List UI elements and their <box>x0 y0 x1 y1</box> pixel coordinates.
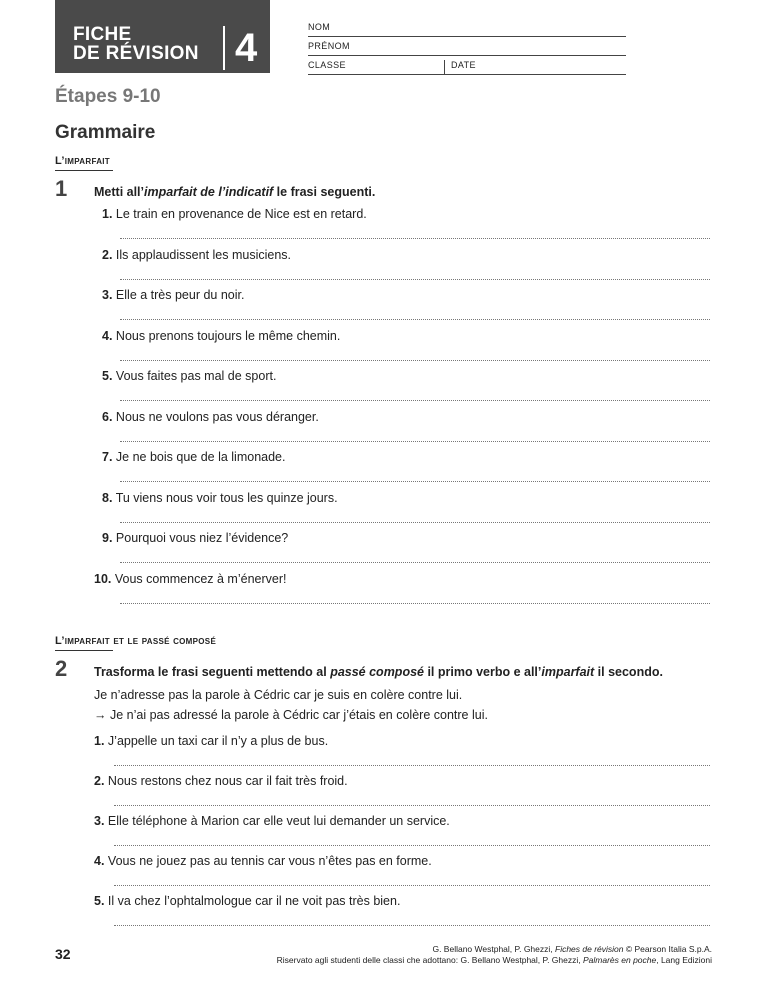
item-number: 5. <box>102 369 113 383</box>
item-text: Je ne bois que de la limonade. <box>115 450 286 464</box>
footer-line2 <box>277 955 712 966</box>
classe-label: CLASSE <box>308 60 346 70</box>
example-line1: Je n’adresse pas la parole à Cédric car je suis en colère contre lui. <box>94 688 463 702</box>
item-text: Elle a très peur du noir. <box>115 288 245 302</box>
answer-line[interactable] <box>114 885 710 886</box>
footer-credits <box>277 944 712 966</box>
footer-line1 <box>277 944 712 955</box>
answer-line[interactable] <box>120 522 710 523</box>
answer-line[interactable] <box>114 765 710 766</box>
section-title-imparfait <box>55 155 113 171</box>
exercise1-item <box>102 248 291 262</box>
prenom-label: PRÉNOM <box>308 41 350 51</box>
instr2-pre: Trasforma le frasi seguenti mettendo al <box>94 665 331 679</box>
item-text: Elle téléphone à Marion car elle veut lui demander un service. <box>107 814 450 828</box>
item-text: Le train en provenance de Nice est en retard. <box>115 207 367 221</box>
example-line2: → Je n’ai pas adressé la parole à Cédric car j’étais en colère contre lui. <box>94 708 488 722</box>
section-rule <box>55 650 113 651</box>
answer-line[interactable] <box>120 279 710 280</box>
instr1-pre: Metti all’ <box>94 185 145 199</box>
footer-line1-post: © Pearson Italia S.p.A. <box>623 944 712 954</box>
section1-title-text: L’imparfait <box>55 155 110 167</box>
classe-field[interactable] <box>308 56 626 75</box>
answer-line[interactable] <box>114 925 710 926</box>
instr2-post: il secondo. <box>594 665 663 679</box>
nom-label: NOM <box>308 22 331 32</box>
item-number: 5. <box>94 894 105 908</box>
answer-line[interactable] <box>120 238 710 239</box>
item-number: 4. <box>94 854 105 868</box>
answer-line[interactable] <box>120 400 710 401</box>
exercise2-instruction <box>94 665 663 679</box>
section2-title-text: L’imparfait et le passé composé <box>55 635 217 647</box>
fiche-title-line2: DE RÉVISION <box>73 43 199 64</box>
instr1-em: imparfait de l’indicatif <box>144 185 274 199</box>
item-number: 10. <box>94 571 112 586</box>
section-rule <box>55 170 113 171</box>
exercise1-item <box>102 329 340 343</box>
item-number: 1. <box>102 207 113 221</box>
exercise2-item <box>94 814 450 828</box>
instr1-post: le frasi seguenti. <box>273 185 376 199</box>
fiche-header-box <box>55 0 270 73</box>
item-number: 3. <box>102 288 113 302</box>
section-title-imparfait-passe <box>55 635 255 651</box>
item-text: Pourquoi vous niez l’évidence? <box>115 531 289 545</box>
exercise2-item <box>94 734 328 748</box>
exercise1-item <box>102 491 338 505</box>
answer-line[interactable] <box>120 360 710 361</box>
nom-field[interactable] <box>308 18 626 37</box>
item-text: Nous restons chez nous car il fait très froid. <box>107 774 348 788</box>
item-text: Tu viens nous voir tous les quinze jours. <box>115 490 338 505</box>
item-number: 7. <box>102 450 113 464</box>
exercise1-item <box>94 572 286 586</box>
answer-line[interactable] <box>120 481 710 482</box>
item-text: Vous commencez à m’énerver! <box>114 571 287 586</box>
instr2-em2: imparfait <box>541 665 595 679</box>
footer-line2-post: , Lang Edizioni <box>656 955 712 965</box>
item-number: 3. <box>94 814 105 828</box>
item-text: J’appelle un taxi car il n’y a plus de bus. <box>107 734 329 748</box>
item-text: Il va chez l’ophtalmologue car il ne voit pas très bien. <box>107 894 401 908</box>
date-field[interactable] <box>444 60 476 75</box>
item-number: 2. <box>94 774 105 788</box>
exercise-number-2: 2 <box>55 656 68 681</box>
answer-line[interactable] <box>114 805 710 806</box>
exercise2-example <box>94 685 488 725</box>
item-number: 6. <box>102 409 113 424</box>
grammaire-heading: Grammaire <box>55 122 156 143</box>
answer-line[interactable] <box>120 603 710 604</box>
fiche-number: 4 <box>223 26 263 70</box>
item-number: 4. <box>102 328 113 343</box>
answer-line[interactable] <box>114 845 710 846</box>
exercise1-item <box>102 410 319 424</box>
exercise1-instruction <box>94 185 375 199</box>
date-label: DATE <box>451 60 476 70</box>
fiche-title <box>73 25 199 63</box>
prenom-field[interactable] <box>308 37 626 56</box>
exercise1-item <box>102 288 244 302</box>
item-text: Vous ne jouez pas au tennis car vous n’êtes pas en forme. <box>107 854 432 868</box>
instr2-mid: il primo verbo e all’ <box>423 665 542 679</box>
footer-line1-pre: G. Bellano Westphal, P. Ghezzi, <box>432 944 555 954</box>
answer-line[interactable] <box>120 319 710 320</box>
item-text: Nous ne voulons pas vous déranger. <box>115 409 319 424</box>
page-number: 32 <box>55 946 71 962</box>
item-text: Vous faites pas mal de sport. <box>115 369 277 383</box>
exercise-number-1: 1 <box>55 176 68 201</box>
etapes-heading: Étapes 9-10 <box>55 86 161 107</box>
answer-line[interactable] <box>120 441 710 442</box>
footer-line1-em: Fiches de révision <box>555 944 624 954</box>
footer-line2-pre: Riservato agli studenti delle classi che adottano: G. Bellano Westphal, P. Ghezzi, <box>276 955 583 965</box>
item-number: 9. <box>102 531 113 545</box>
item-number: 1. <box>94 734 105 748</box>
exercise1-item <box>102 450 285 464</box>
footer-line2-em: Palmarès en poche <box>582 955 657 965</box>
item-number: 8. <box>102 490 113 505</box>
exercise1-item <box>102 531 288 545</box>
student-fields <box>308 18 626 75</box>
item-text: Ils applaudissent les musiciens. <box>115 247 292 262</box>
exercise2-item <box>94 854 432 868</box>
fiche-title-line1: FICHE <box>73 24 132 45</box>
exercise1-item <box>102 369 276 383</box>
item-number: 2. <box>102 247 113 262</box>
item-text: Nous prenons toujours le même chemin. <box>115 328 341 343</box>
instr2-em1: passé composé <box>330 665 424 679</box>
exercise2-item <box>94 774 348 788</box>
answer-line[interactable] <box>120 562 710 563</box>
exercise1-item <box>102 207 367 221</box>
exercise2-item <box>94 894 400 908</box>
